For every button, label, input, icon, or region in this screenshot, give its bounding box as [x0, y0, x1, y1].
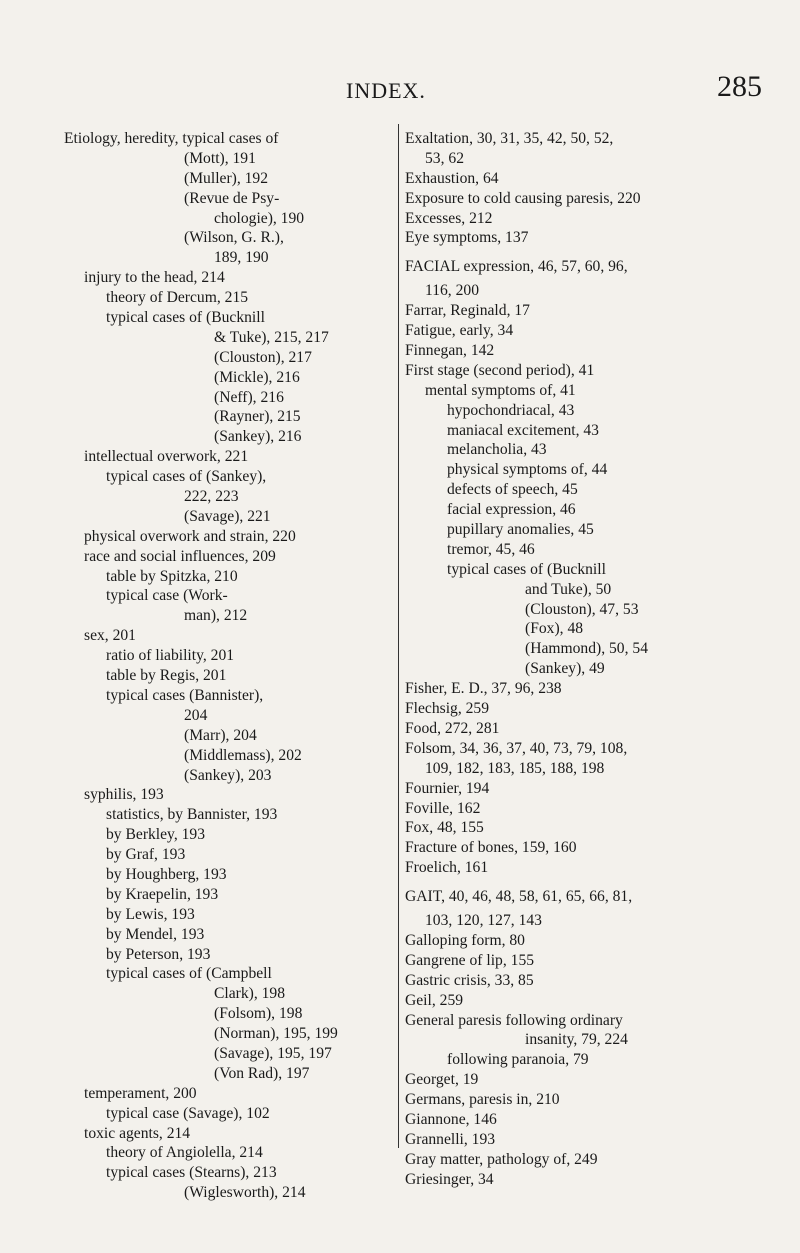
index-entry: toxic agents, 214 — [84, 1124, 191, 1142]
index-entry: Grannelli, 193 — [405, 1130, 496, 1148]
index-entry: Excesses, 212 — [405, 209, 493, 227]
index-entry: mental symptoms of, 41 — [425, 381, 576, 399]
running-title: INDEX. — [346, 78, 426, 103]
index-entry: 116, 200 — [425, 282, 479, 300]
index-entry: typical cases of (Bucknill — [447, 560, 606, 578]
index-entry: Galloping form, 80 — [405, 931, 525, 949]
index-entry: table by Regis, 201 — [106, 667, 227, 685]
index-entry: by Graf, 193 — [106, 846, 186, 864]
index-entry: (Muller), 192 — [184, 169, 269, 187]
index-entry: typical cases of (Bucknill — [106, 309, 265, 327]
index-entry: Geil, 259 — [405, 991, 464, 1009]
index-entry: typical cases (Bannister), — [106, 686, 264, 704]
index-entry: Exposure to cold causing paresis, 220 — [405, 189, 641, 207]
index-entry: sex, 201 — [84, 627, 136, 645]
index-entry: Finnegan, 142 — [405, 342, 495, 360]
index-entry: Food, 272, 281 — [405, 719, 500, 737]
index-entry: tremor, 45, 46 — [447, 540, 535, 558]
page-number: 285 — [717, 70, 762, 103]
index-entry: injury to the head, 214 — [84, 269, 225, 287]
index-entry: FACIAL expression, 46, 57, 60, 96, — [405, 258, 628, 276]
index-entry: 53, 62 — [425, 149, 464, 167]
index-entry: facial expression, 46 — [447, 501, 576, 519]
index-entry: Exaltation, 30, 31, 35, 42, 50, 52, — [405, 130, 614, 147]
index-entry: defects of speech, 45 — [447, 481, 578, 499]
index-entry: Griesinger, 34 — [405, 1170, 494, 1188]
index-entry: intellectual overwork, 221 — [84, 448, 249, 466]
index-entry: (Hammond), 50, 54 — [525, 640, 648, 658]
index-entry: 222, 223 — [184, 488, 239, 506]
index-entry: (Wilson, G. R.), — [184, 229, 284, 247]
index-entry: 204 — [184, 706, 208, 724]
index-entry: Flechsig, 259 — [405, 700, 490, 718]
index-entry: Fisher, E. D., 37, 96, 238 — [405, 680, 562, 698]
index-entry: physical symptoms of, 44 — [447, 461, 608, 479]
index-entry: (Sankey), 203 — [184, 766, 272, 784]
index-entry: melancholia, 43 — [447, 441, 547, 459]
index-entry: (Sankey), 216 — [214, 428, 302, 446]
index-entry: & Tuke), 215, 217 — [214, 328, 329, 346]
index-entry: physical overwork and strain, 220 — [84, 527, 296, 545]
index-entry: man), 212 — [184, 607, 248, 625]
index-entry: (Folsom), 198 — [214, 1005, 303, 1023]
index-entry: Gastric crisis, 33, 85 — [405, 971, 534, 989]
index-entry: Fournier, 194 — [405, 779, 490, 797]
entry-gap — [405, 878, 750, 887]
index-entry: Etiology, heredity, typical cases of — [64, 130, 279, 147]
index-entry: maniacal excitement, 43 — [447, 421, 599, 439]
index-entry: by Houghberg, 193 — [106, 865, 227, 883]
index-entry: by Lewis, 193 — [106, 905, 195, 923]
index-entry: following paranoia, 79 — [447, 1051, 589, 1069]
index-entry: General paresis following ordinary — [405, 1011, 623, 1029]
index-entry: (Clouston), 217 — [214, 348, 312, 366]
index-entry: and Tuke), 50 — [525, 580, 612, 598]
index-entry: Froelich, 161 — [405, 859, 489, 877]
index-entry: typical case (Savage), 102 — [106, 1104, 270, 1122]
index-entry: Folsom, 34, 36, 37, 40, 73, 79, 108, — [405, 739, 628, 757]
index-entry: (Mickle), 216 — [214, 368, 300, 386]
index-entry: hypochondriacal, 43 — [447, 401, 575, 419]
index-entry: Foville, 162 — [405, 799, 481, 817]
index-entry: typical cases (Stearns), 213 — [106, 1164, 277, 1182]
index-entry: (Clouston), 47, 53 — [525, 600, 639, 618]
index-entry: by Berkley, 193 — [106, 826, 206, 844]
index-entry: (Sankey), 49 — [525, 660, 605, 678]
index-entry: (Wiglesworth), 214 — [184, 1184, 306, 1202]
index-entry: Fatigue, early, 34 — [405, 322, 514, 340]
index-entry: Eye symptoms, 137 — [405, 229, 529, 247]
index-entry: by Mendel, 193 — [106, 925, 205, 943]
index-entry: by Peterson, 193 — [106, 945, 211, 963]
index-entry: typical case (Work- — [106, 587, 228, 605]
index-entry: table by Spitzka, 210 — [106, 567, 238, 585]
index-entry: Gray matter, pathology of, 249 — [405, 1150, 598, 1168]
index-entry: Clark), 198 — [214, 985, 286, 1003]
index-entry: by Kraepelin, 193 — [106, 885, 219, 903]
index-entry: typical cases of (Sankey), — [106, 468, 267, 486]
index-entry: insanity, 79, 224 — [525, 1031, 628, 1049]
index-entry: Gangrene of lip, 155 — [405, 951, 535, 969]
index-entry: temperament, 200 — [84, 1084, 197, 1102]
index-entry: (Neff), 216 — [214, 388, 284, 406]
index-entry: race and social influences, 209 — [84, 547, 276, 565]
index-entry: pupillary anomalies, 45 — [447, 521, 594, 539]
index-entry: (Marr), 204 — [184, 726, 257, 744]
index-entry: Georget, 19 — [405, 1071, 479, 1089]
index-entry: Giannone, 146 — [405, 1110, 497, 1128]
index-entry: (Von Rad), 197 — [214, 1064, 310, 1082]
index-entry: syphilis, 193 — [84, 786, 164, 804]
column-divider — [398, 124, 399, 1148]
index-entry: theory of Dercum, 215 — [106, 289, 249, 307]
index-entry: (Revue de Psy- — [184, 189, 280, 207]
index-entry: 189, 190 — [214, 249, 269, 267]
index-entry: Fracture of bones, 159, 160 — [405, 839, 577, 857]
index-entry: theory of Angiolella, 214 — [106, 1144, 263, 1162]
index-entry: (Savage), 195, 197 — [214, 1044, 332, 1062]
index-entry: (Savage), 221 — [184, 507, 271, 525]
index-entry: GAIT, 40, 46, 48, 58, 61, 65, 66, 81, — [405, 888, 633, 906]
index-entry: (Middlemass), 202 — [184, 746, 302, 764]
index-entry: statistics, by Bannister, 193 — [106, 806, 278, 824]
index-entry: Germans, paresis in, 210 — [405, 1091, 560, 1109]
index-entry: typical cases of (Campbell — [106, 965, 272, 983]
index-entry: 109, 182, 183, 185, 188, 198 — [425, 759, 605, 777]
index-entry: (Fox), 48 — [525, 620, 584, 638]
index-entry: chologie), 190 — [214, 209, 305, 227]
index-entry: Fox, 48, 155 — [405, 819, 484, 837]
index-entry: Farrar, Reginald, 17 — [405, 302, 530, 320]
index-entry: (Rayner), 215 — [214, 408, 301, 426]
index-column-right — [405, 129, 750, 1190]
index-entry: First stage (second period), 41 — [405, 361, 595, 379]
page-header — [0, 70, 800, 116]
index-entry: (Mott), 191 — [184, 149, 256, 167]
entry-gap — [405, 248, 750, 257]
index-entry: 103, 120, 127, 143 — [425, 912, 542, 930]
index-entry: ratio of liability, 201 — [106, 647, 235, 665]
index-entry: Exhaustion, 64 — [405, 169, 499, 187]
index-entry: (Norman), 195, 199 — [214, 1025, 338, 1043]
index-column-left — [64, 129, 394, 1203]
